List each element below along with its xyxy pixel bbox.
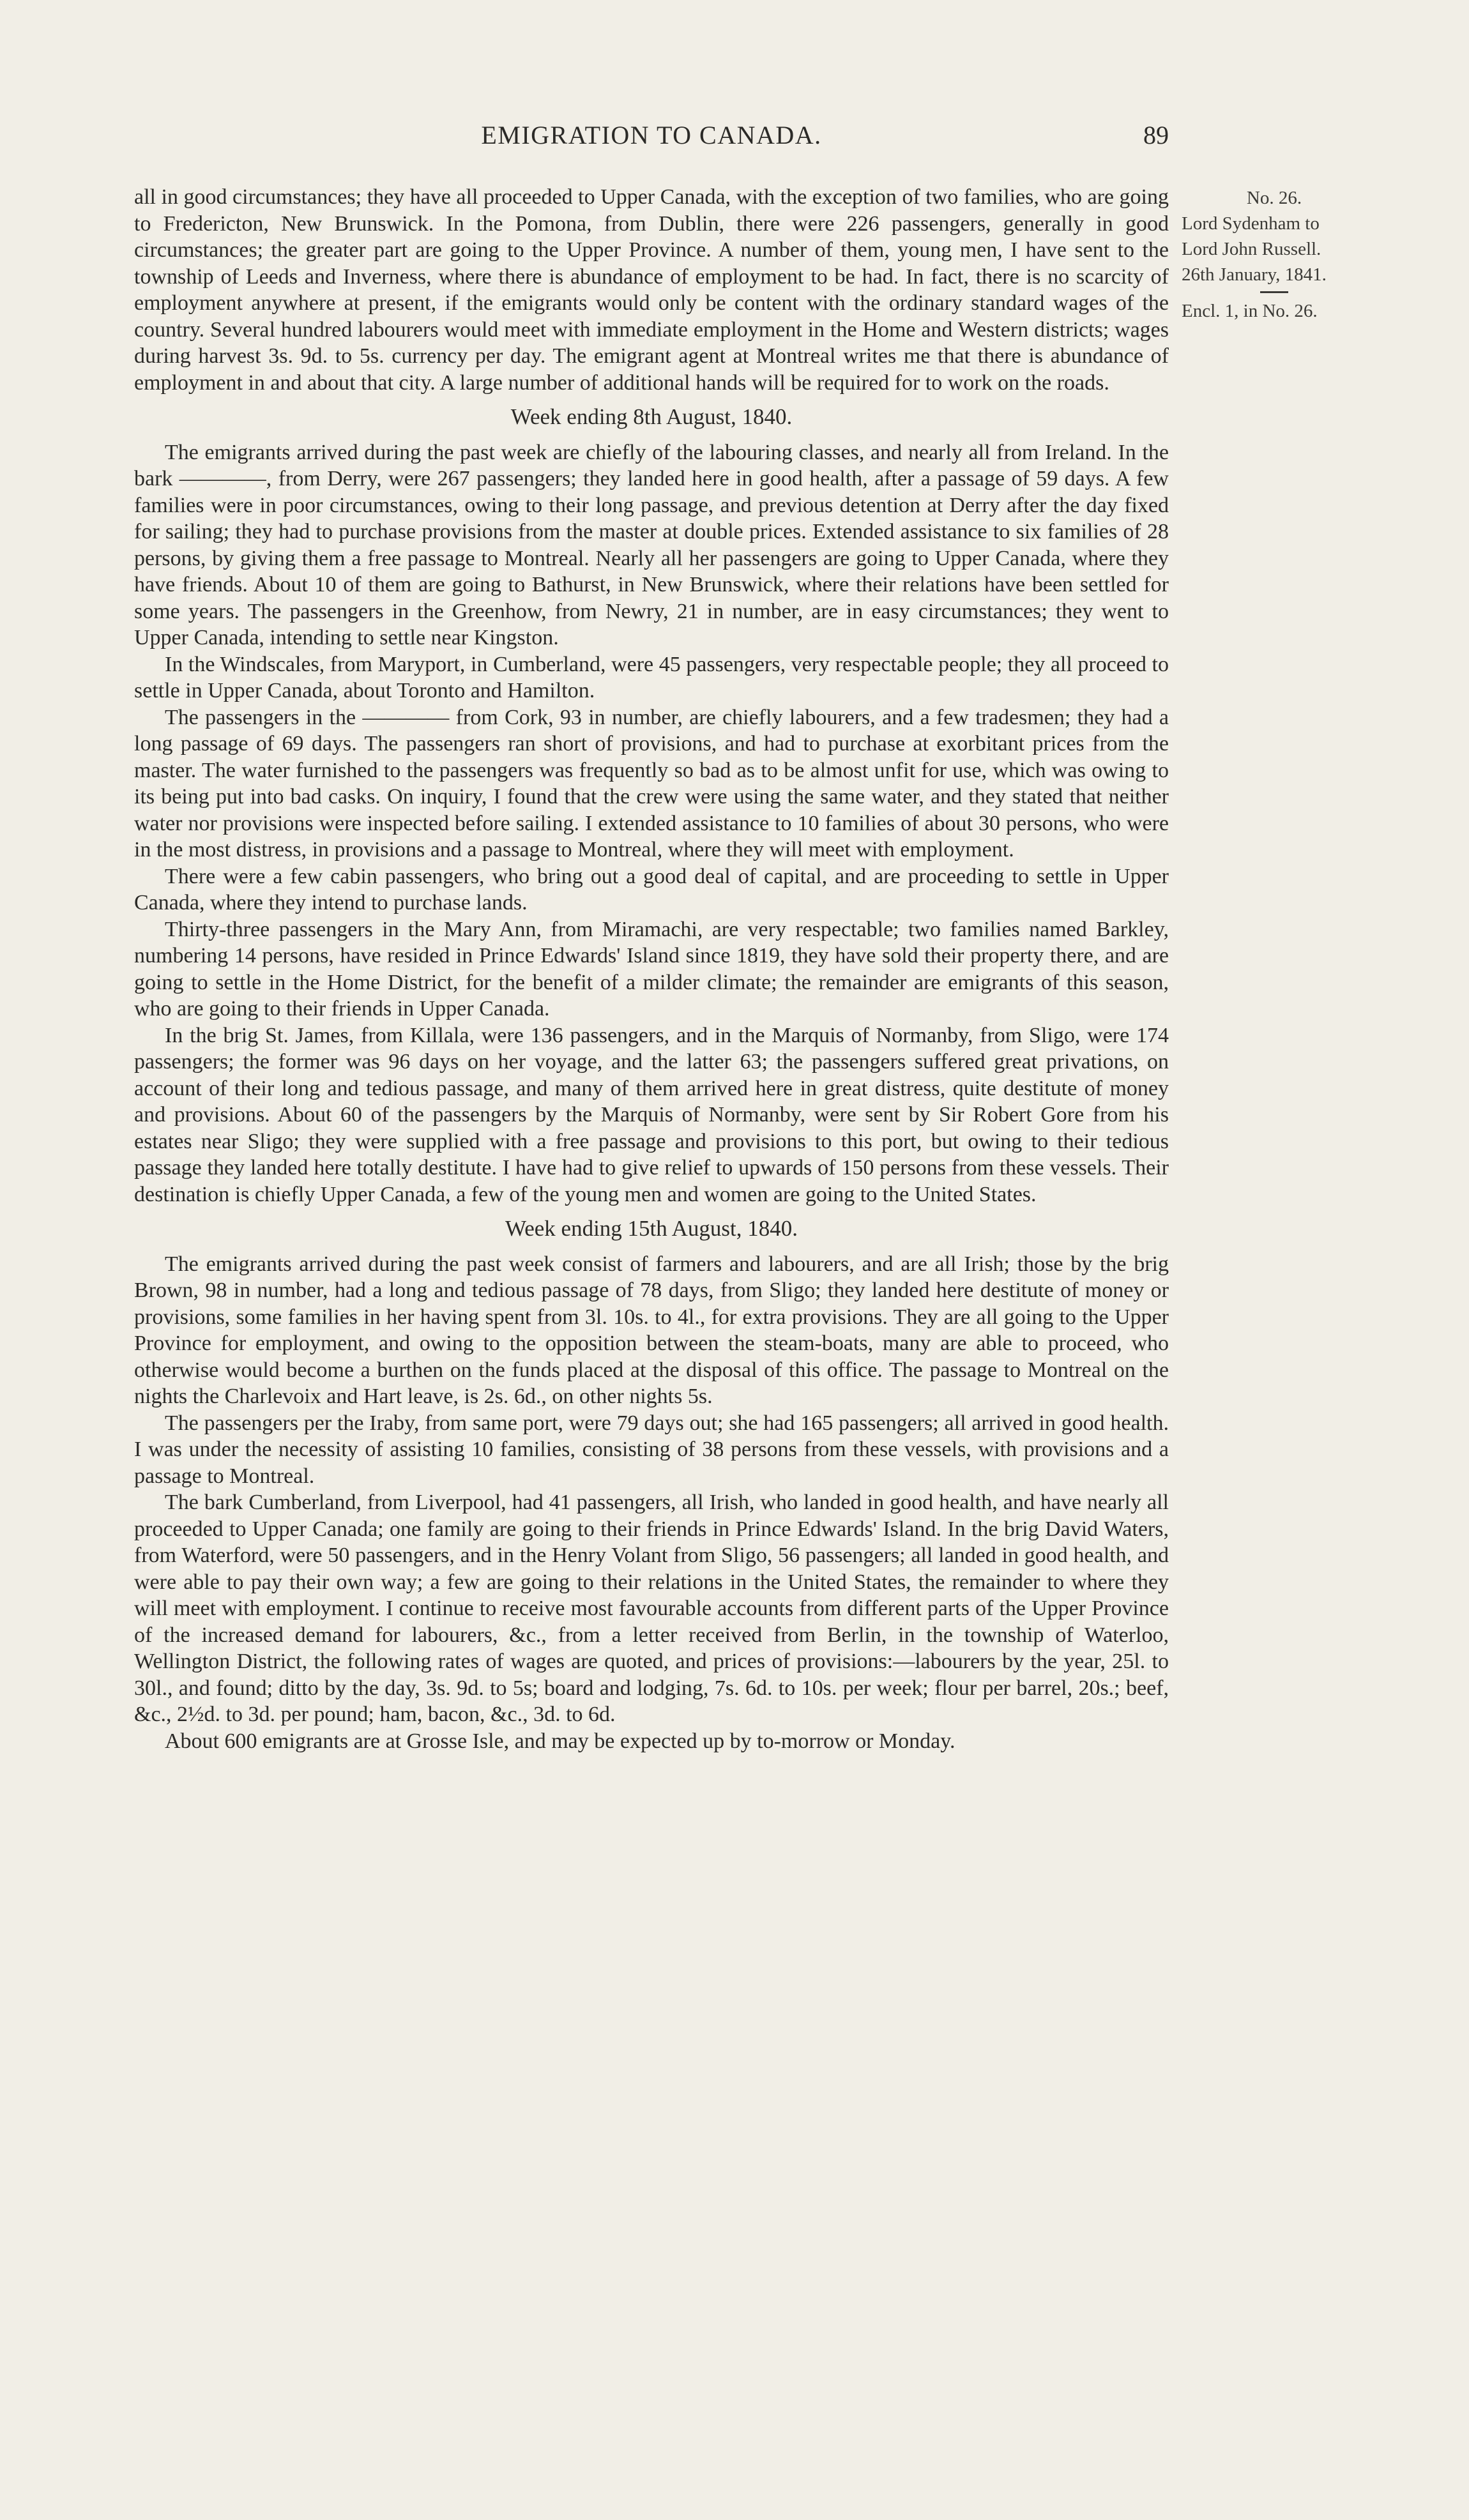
margin-note-to: Lord John Russell. (1182, 239, 1321, 259)
section-heading-aug15: Week ending 15th August, 1840. (505, 1216, 798, 1241)
margin-note-from: Lord Sydenham to (1182, 213, 1320, 234)
margin-note-number: No. 26. (1246, 188, 1302, 208)
paragraph: In the brig St. James, from Killala, were 136 passengers, and in the Marquis of Normanby, from Sligo, were 174 passengers; the former was 96 days on her voyage, and the latter 63; the passengers suffered great privations, on account of their long and tedious passage, and many of them arrived here in great distress, quite destitute of money and provisions. About 60 of the passengers by the Marquis of Normanby, were sent by Sir Robert Gore from his estates near Sligo; they were supplied with a free passage and provisions to this port, but owing to their tedious passage they landed here totally destitute. I have had to give relief to upwards of 150 persons from these vessels. Their destination is chiefly Upper Canada, a few of the young men and women are going to the United States. (134, 1023, 1169, 1206)
margin-note-enclosure: Encl. 1, in No. 26. (1182, 301, 1318, 321)
paragraph: The emigrants arrived during the past week are chiefly of the labouring classes, and nearly all from Ireland. In the bark ————, from Derry, were 267 passengers; they landed here in good health, after a passage of 59 days. A few families were in poor circumstances, owing to their long passage, and previous detention at Derry after the day fixed for sailing; they had to purchase provisions from the master at double prices. Extended assistance to six families of 28 persons, by giving them a free passage to Montreal. Nearly all her passengers are going to Upper Canada, where they have friends. About 10 of them are going to Bathurst, in New Brunswick, where their relations have been settled for some years. The passengers in the Greenhow, from Newry, 21 in number, are in easy circumstances; they went to Upper Canada, intending to settle near Kingston. (134, 440, 1169, 649)
paragraph: The passengers in the ———— from Cork, 93 in number, are chiefly labourers, and a few tradesmen; they had a long passage of 69 days. The passengers ran short of provisions, and had to purchase at exorbitant prices from the master. The water furnished to the passengers was frequently so bad as to be almost unfit for use, which was owing to its being put into bad casks. On inquiry, I found that the crew were using the same water, and they stated that neither water nor provisions were inspected before sailing. I extended assistance to 10 families of about 30 persons, who were in the most distress, in provisions and a passage to Montreal, where they will meet with employment. (134, 705, 1169, 862)
running-head (134, 120, 1169, 156)
page-title: EMIGRATION TO CANADA. (481, 121, 822, 149)
page-number: 89 (1143, 121, 1169, 149)
paragraph-intro: all in good circumstances; they have all proceeded to Upper Canada, with the exception of two families, who are going to Fredericton, New Brunswick. In the Pomona, from Dublin, there were 226 passengers, generally in good circumstances; the greater part are going to the Upper Province. A number of them, young men, I have sent to the township of Leeds and Inverness, where there is abundance of employment to be had. In fact, there is no scarcity of employment anywhere at present, if the emigrants would only be content with the ordinary standard wages of the country. Several hundred labourers would meet with immediate employment in the Home and Western districts; wages during harvest 3s. 9d. to 5s. currency per day. The emigrant agent at Montreal writes me that there is abundance of employment in and about that city. A large number of additional hands will be required for to work on the roads. (134, 185, 1169, 395)
paragraph: Thirty-three passengers in the Mary Ann, from Miramachi, are very respectable; two families named Barkley, numbering 14 persons, have resided in Prince Edwards' Island since 1819, they have sold their property there, and are going to settle in the Home District, for the benefit of a milder climate; the remainder are emigrants of this season, who are going to their friends in Upper Canada. (134, 917, 1169, 1021)
margin-note-date: 26th January, 1841. (1182, 264, 1327, 285)
margin-note (1182, 185, 1367, 324)
body-text (134, 184, 1169, 1754)
margin-note-rule (1260, 291, 1288, 293)
paragraph: In the Windscales, from Maryport, in Cumberland, were 45 passengers, very respectable people; they all proceed to settle in Upper Canada, about Toronto and Hamilton. (134, 652, 1169, 702)
paragraph: About 600 emigrants are at Grosse Isle, and may be expected up by to-morrow or Monday. (165, 1729, 955, 1753)
section-heading-aug8: Week ending 8th August, 1840. (510, 404, 793, 429)
paragraph: The emigrants arrived during the past week consist of farmers and labourers, and are all Irish; those by the brig Brown, 98 in number, had a long and tedious passage of 78 days, from Sligo; they landed here destitute of money or provisions, some families in her having spent from 3l. 10s. to 4l., for extra provisions. They are all going to the Upper Province for employment, and owing to the opposition between the steam-boats, many are able to proceed, who otherwise would become a burthen on the funds placed at the disposal of this office. The passage to Montreal on the nights the Charlevoix and Hart leave, is 2s. 6d., on other nights 5s. (134, 1252, 1169, 1408)
paragraph: The bark Cumberland, from Liverpool, had 41 passengers, all Irish, who landed in good health, and have nearly all proceeded to Upper Canada; one family are going to their friends in Prince Edwards' Island. In the brig David Waters, from Waterford, were 50 passengers, and in the Henry Volant from Sligo, 56 passengers; all landed in good health, and were able to pay their own way; a few are going to their relations in the United States, the remainder to where they will meet with employment. I continue to receive most favourable accounts from different parts of the Upper Province of the increased demand for labourers, &c., from a letter received from Berlin, in the township of Waterloo, Wellington District, the following rates of wages are quoted, and prices of provisions:—labourers by the year, 25l. to 30l., and found; ditto by the day, 3s. 9d. to 5s; board and lodging, 7s. 6d. to 10s. per week; flour per barrel, 20s.; beef, &c., 2½d. to 3d. per pound; ham, bacon, &c., 3d. to 6d. (134, 1491, 1169, 1726)
paragraph: The passengers per the Iraby, from same port, were 79 days out; she had 165 passengers; all arrived in good health. I was under the necessity of assisting 10 families, consisting of 38 persons from these vessels, with provisions and a passage to Montreal. (134, 1411, 1169, 1488)
paragraph: There were a few cabin passengers, who bring out a good deal of capital, and are proceeding to settle in Upper Canada, where they intend to purchase lands. (134, 864, 1169, 915)
